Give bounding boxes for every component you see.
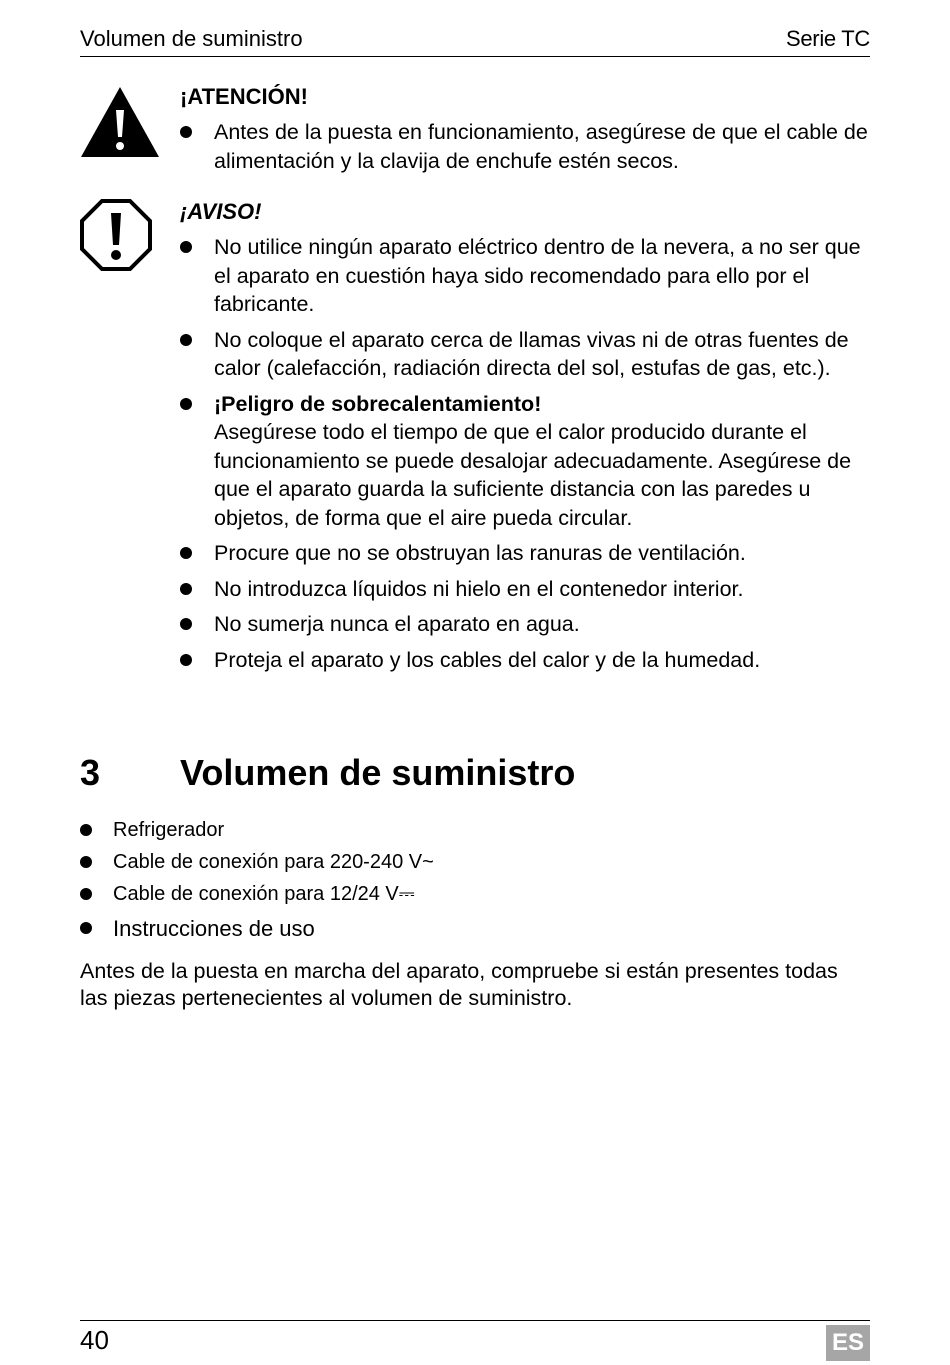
list-item: Cable de conexión para 12/24 V⎓ <box>80 878 870 910</box>
list-item: Procure que no se obstruyan las ranuras de ventilación. <box>180 539 870 568</box>
list-item: No utilice ningún aparato eléctrico dentro de la nevera, a no ser que el aparato en cuestión haya sido recomendado para ello por el fabricante. <box>180 233 870 319</box>
notice-title: ¡AVISO! <box>180 199 262 224</box>
bullet-icon <box>80 856 92 868</box>
attention-list <box>180 118 870 175</box>
octagon-exclamation-icon <box>80 199 160 276</box>
list-item: Refrigerador <box>80 814 870 846</box>
bullet-icon <box>180 126 192 138</box>
list-item: ¡Peligro de sobrecalentamiento! Asegúrese todo el tiempo de que el calor producido durante el funcionamiento se puede desalojar adecuadamente. Asegúrese de que el aparato guarda la suficiente distancia con las paredes u objetos, de forma que el aire pueda circular. <box>180 390 870 533</box>
bullet-icon <box>80 824 92 836</box>
bullet-icon <box>180 654 192 666</box>
warning-triangle-icon <box>80 84 160 163</box>
bullet-icon <box>180 334 192 346</box>
contents-list <box>80 814 870 946</box>
bullet-icon <box>80 888 92 900</box>
bullet-icon <box>180 241 192 253</box>
bullet-icon <box>180 583 192 595</box>
list-item: No introduzca líquidos ni hielo en el contenedor interior. <box>180 575 870 604</box>
page-header <box>80 24 870 57</box>
bullet-icon <box>180 547 192 559</box>
section-number: 3 <box>80 752 101 793</box>
bullet-icon <box>180 618 192 630</box>
header-section-title: Volumen de suministro <box>80 26 303 51</box>
closing-paragraph: Antes de la puesta en marcha del aparato, compruebe si están presentes todas las piezas pertenecientes al volumen de suministro. <box>80 959 838 1010</box>
header-series: Serie TC <box>786 26 870 51</box>
list-item: Cable de conexión para 220-240 V~ <box>80 846 870 878</box>
list-item: No sumerja nunca el aparato en agua. <box>180 610 870 639</box>
list-item-heading: ¡Peligro de sobrecalentamiento! <box>214 391 542 416</box>
list-item: Antes de la puesta en funcionamiento, asegúrese de que el cable de alimentación y la clavija de enchufe estén secos. <box>180 118 870 175</box>
attention-title: ¡ATENCIÓN! <box>180 84 308 109</box>
list-item: No coloque el aparato cerca de llamas vivas ni de otras fuentes de calor (calefacción, radiación directa del sol, estufas de gas, etc.). <box>180 326 870 383</box>
list-item: Instrucciones de uso <box>80 912 870 946</box>
section-title: Volumen de suministro <box>180 752 576 793</box>
bullet-icon <box>80 922 92 934</box>
notice-list <box>180 233 870 674</box>
list-item: Proteja el aparato y los cables del calor y de la humedad. <box>180 646 870 675</box>
language-badge: ES <box>826 1325 870 1361</box>
page-number: 40 <box>80 1325 109 1355</box>
page-footer <box>80 1320 870 1356</box>
delivery-contents <box>80 814 870 946</box>
bullet-icon <box>180 398 192 410</box>
